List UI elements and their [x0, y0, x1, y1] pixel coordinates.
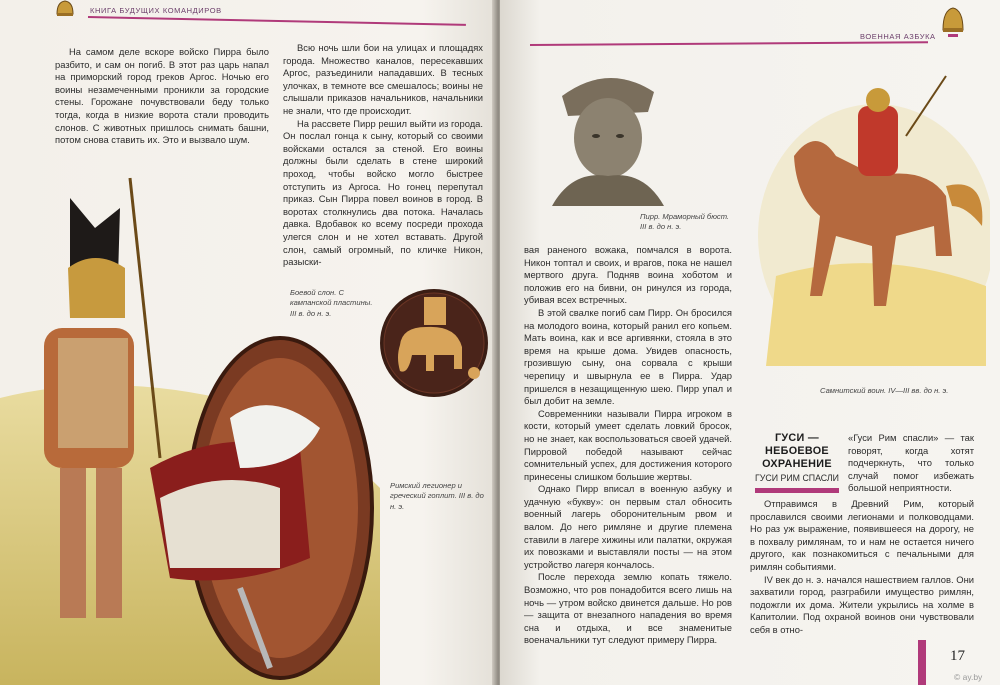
page-number-bar [918, 640, 926, 685]
paragraph: После перехода землю копать тяжело. Возможно, что ров понадобится всего лишь на ночь — утром войско двинется дальше. Но ров — защита от внезапного нападения во время сна и отдыха, и все знаменитые военачальники тут следуют примеру Пирра. [524, 571, 732, 646]
pyrrhus-bust-illustration [552, 66, 664, 206]
caption-bust: Пирр. Мраморный бюст. III в. до н. э. [640, 212, 730, 232]
sidebar-subtitle: ГУСИ РИМ СПАСЛИ [755, 473, 839, 483]
caption-horseman: Самнитский воин. IV—III вв. до н. э. [820, 386, 949, 395]
helmet-icon [54, 0, 76, 20]
page-number: 17 [950, 648, 965, 664]
paragraph: Современники называли Пирра игроком в кости, который умеет сделать ловкий бросок, но не знает, как воспользоваться своей удачей. Пирровой победой называют сейчас сомнительный успех, для достижения которого принесены слишком большие жертвы. [524, 407, 732, 482]
right-column-2-bottom [750, 498, 974, 637]
sidebar-heading [755, 432, 839, 493]
left-page [0, 0, 497, 685]
paragraph: Всю ночь шли бои на улицах и площадях города. Множество каналов, пересекавших Аргос, разъединили нападавших. В тесных улочках, в темноте все смешалось; воины не слышали приказов начальников, начальники не знали, что где происходит. [283, 42, 483, 116]
paragraph: Отправимся в Древний Рим, который прославился своими легионами и полководцами. Но раз уж выражение, появившееся на дорогу, не в похвалу римлянам, то и нам не остается ничего другого, как познакомиться с печальными для римлян событиями. [750, 498, 974, 572]
legionary-hoplite-illustration [0, 168, 380, 685]
sidebar-title: ГУСИ — НЕБОЕВОЕ ОХРАНЕНИЕ [762, 432, 832, 470]
right-page [500, 0, 1000, 685]
sidebar-accent-bar [755, 488, 839, 493]
right-column-2-top [848, 432, 974, 495]
paragraph: «Гуси Рим спасли» — так говорят, когда хотят подчеркнуть, что только случай помог избежать большой неприятности. [848, 432, 974, 494]
left-column-1 [55, 46, 269, 147]
header-rule-right [530, 41, 928, 45]
watermark: © ay.by [954, 672, 983, 682]
running-head-right: ВОЕННАЯ АЗБУКА [860, 32, 936, 41]
paragraph: IV век до н. э. начался нашествием галлов. Они захватили город, разграбили имущество римлян, подожгли их дома. Жители укрылись на холме в Капитолии. Под охраной воинов они чувствовали себя в отно- [750, 573, 974, 635]
helmet-icon [940, 4, 966, 38]
caption-elephant: Боевой слон. С кампанской пластины. III в. до н. э. [290, 288, 373, 318]
samnite-horseman-illustration [756, 66, 990, 366]
paragraph: Однако Пирр вписал в военную азбуку и удачную «букву»: он первым стал обносить военный лагерь оборонительным рвом и валом. До него римляне и другие племена ставили в лагере хижины или палатки, окружая их повозками и выставляли посты — на этом устройство лагеря кончалось. [524, 483, 732, 570]
paragraph: вая раненого вожака, помчался в ворота. Никон топтал и своих, и врагов, пока не нашел мертвого друга. Подняв воина хоботом и положив его на бивни, он ринулся из города, убивая всех встречных. [524, 244, 732, 306]
elephant-plate-illustration [378, 287, 490, 399]
paragraph: На рассвете Пирр решил выйти из города. Он послал гонца к сыну, который со своими войсками остался за стеной. Его воины должны были сделать в стене широкий проход, чтобы войско могло быстрее отступить из Аргоса. Но гонец перепутал приказ. Сын Пирра повел воинов в город. В воротах столкнулись два потока. Началась давка. Вдобавок ко всему посреди прохода улегся слон и не хотел вставать. Другой слон, самый огромный, по кличке Никон, разыски- [283, 117, 483, 268]
paragraph: В этой свалке погиб сам Пирр. Он бросился на молодого воина, который ранил его копьем. Мать воина, как и все аргивянки, стояла в это время на крыше дома. Увидев опасность, грозившую сыну, она сорвала с крыши черепицу и швырнула ее в Пирра. Удар пришелся в незащищенную шею. Пирр упал и был добит на земле. [524, 306, 732, 407]
right-column-1 [524, 244, 732, 647]
header-rule-left [88, 16, 466, 25]
caption-warriors: Римский легионер и греческий гоплит. III в. до н. э. [390, 481, 484, 511]
running-head-left: КНИГА БУДУЩИХ КОМАНДИРОВ [90, 6, 222, 15]
paragraph: На самом деле вскоре войско Пирра было разбито, и сам он погиб. В этот раз царь напал на приморский город греков Аргос. Ночью его воины незамеченными проникли за городские стены. Горожане почувствовали беду только тогда, когда в низкие ворота стали проводить слонов. С животных пришлось снимать башни, потом снова ставить их. Это и вызвало шум. [55, 46, 269, 146]
